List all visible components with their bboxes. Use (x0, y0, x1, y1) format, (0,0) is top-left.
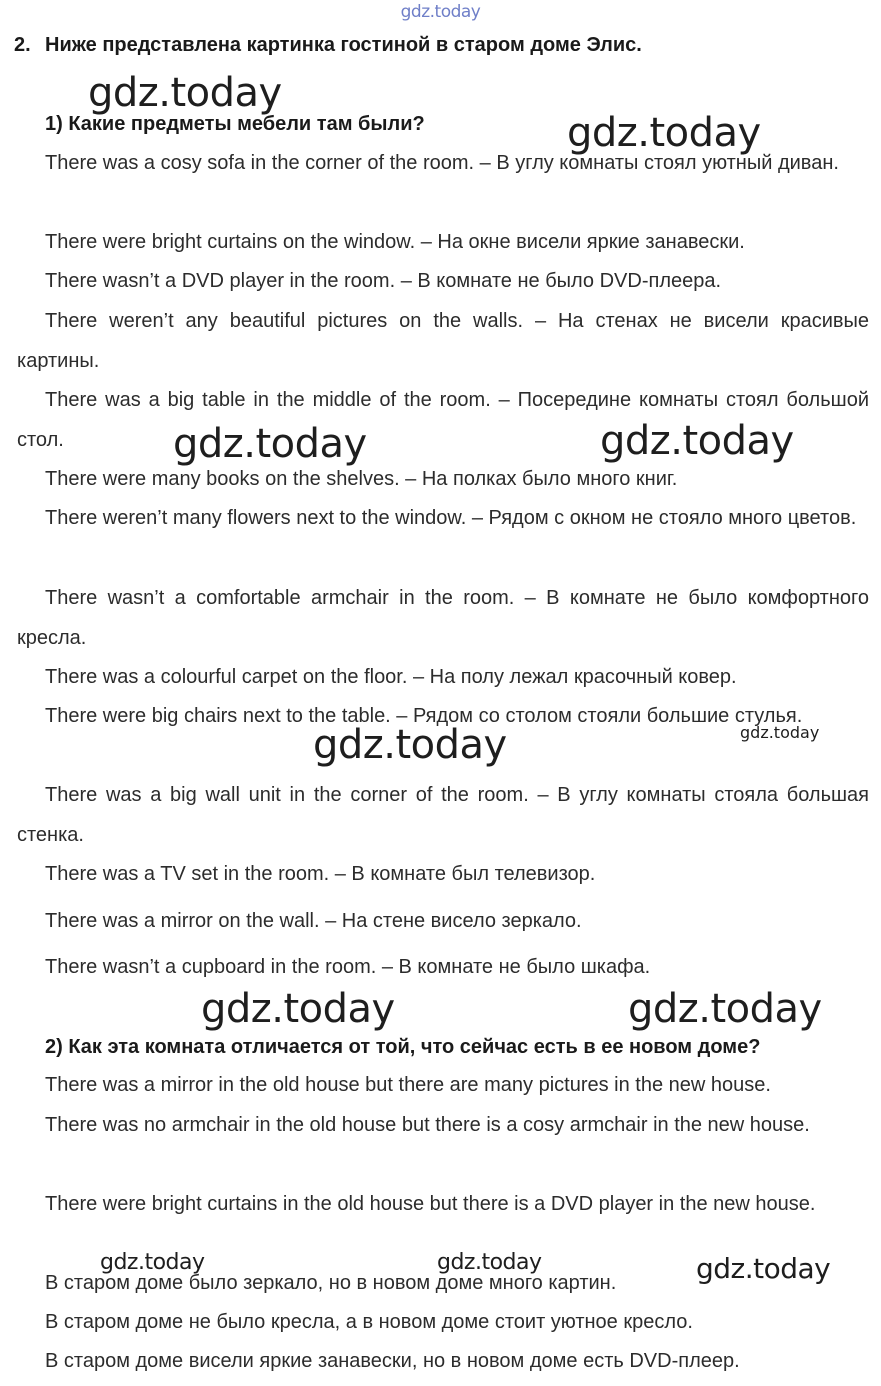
exercise-number: 2. (14, 34, 31, 56)
answer-line: There was no armchair in the old house but there is a cosy armchair in the new house. (45, 1114, 810, 1136)
question-1: 1) Какие предметы мебели там были? (45, 113, 425, 135)
answer-line: There were bright curtains on the window. – На окне висели яркие занавески. (45, 231, 745, 253)
watermark: gdz.today (437, 1250, 542, 1275)
watermark: gdz.today (313, 722, 507, 768)
watermark: gdz.today (567, 110, 761, 156)
watermark: gdz.today (600, 418, 794, 464)
answer-line: There was a big wall unit in the corner of the room. – В углу комнаты стояла большая стенка. (17, 784, 869, 846)
watermark: gdz.today (173, 421, 367, 467)
answer-line: There were many books on the shelves. – На полках было много книг. (45, 468, 678, 490)
answer-line: В старом доме висели яркие занавески, но в новом доме есть DVD-плеер. (45, 1350, 740, 1372)
watermark: gdz.today (88, 70, 282, 116)
watermark: gdz.today (628, 986, 822, 1032)
answer-line: There was a mirror on the wall. – На стене висело зеркало. (45, 910, 582, 932)
watermark: gdz.today (100, 1250, 205, 1275)
watermark: gdz.today (201, 986, 395, 1032)
answer-line: There were bright curtains in the old house but there is a DVD player in the new house. (45, 1193, 816, 1215)
answer-line: There was a big table in the middle of the room. – Посередине комнаты стоял большой стол. (17, 389, 869, 451)
exercise-title (14, 34, 642, 57)
answer-line: There wasn’t a DVD player in the room. – В комнате не было DVD-плеера. (45, 270, 722, 292)
answer-line: В старом доме было зеркало, но в новом доме много картин. (45, 1272, 617, 1294)
exercise-title-text: Ниже представлена картинка гостиной в старом доме Элис. (45, 34, 642, 56)
site-watermark-header: gdz.today (400, 2, 481, 22)
answer-line: There was a cosy sofa in the corner of the room. – В углу комнаты стоял уютный диван. (45, 152, 839, 174)
watermark: gdz.today (696, 1252, 831, 1285)
answer-line: There wasn’t a cupboard in the room. – В комнате не было шкафа. (45, 956, 651, 978)
answer-line: There was a TV set in the room. – В комнате был телевизор. (45, 863, 596, 885)
answer-line: В старом доме не было кресла, а в новом доме стоит уютное кресло. (45, 1311, 693, 1333)
answer-line: There weren’t many flowers next to the window. – Рядом с окном не стояло много цветов. (45, 507, 857, 529)
answer-line: There were big chairs next to the table. – Рядом со столом стояли большие стулья. (45, 705, 803, 727)
watermark: gdz.today (740, 723, 820, 742)
question-2: 2) Как эта комната отличается от той, что сейчас есть в ее новом доме? (45, 1036, 761, 1058)
answer-line: There was a mirror in the old house but there are many pictures in the new house. (45, 1074, 771, 1096)
answer-line: There was a colourful carpet on the floor. – На полу лежал красочный ковер. (45, 666, 737, 688)
answer-line: There wasn’t a comfortable armchair in the room. – В комнате не было комфортного кресла. (17, 587, 869, 649)
answer-line: There weren’t any beautiful pictures on the walls. – На стенах не висели красивые картины. (17, 310, 869, 372)
